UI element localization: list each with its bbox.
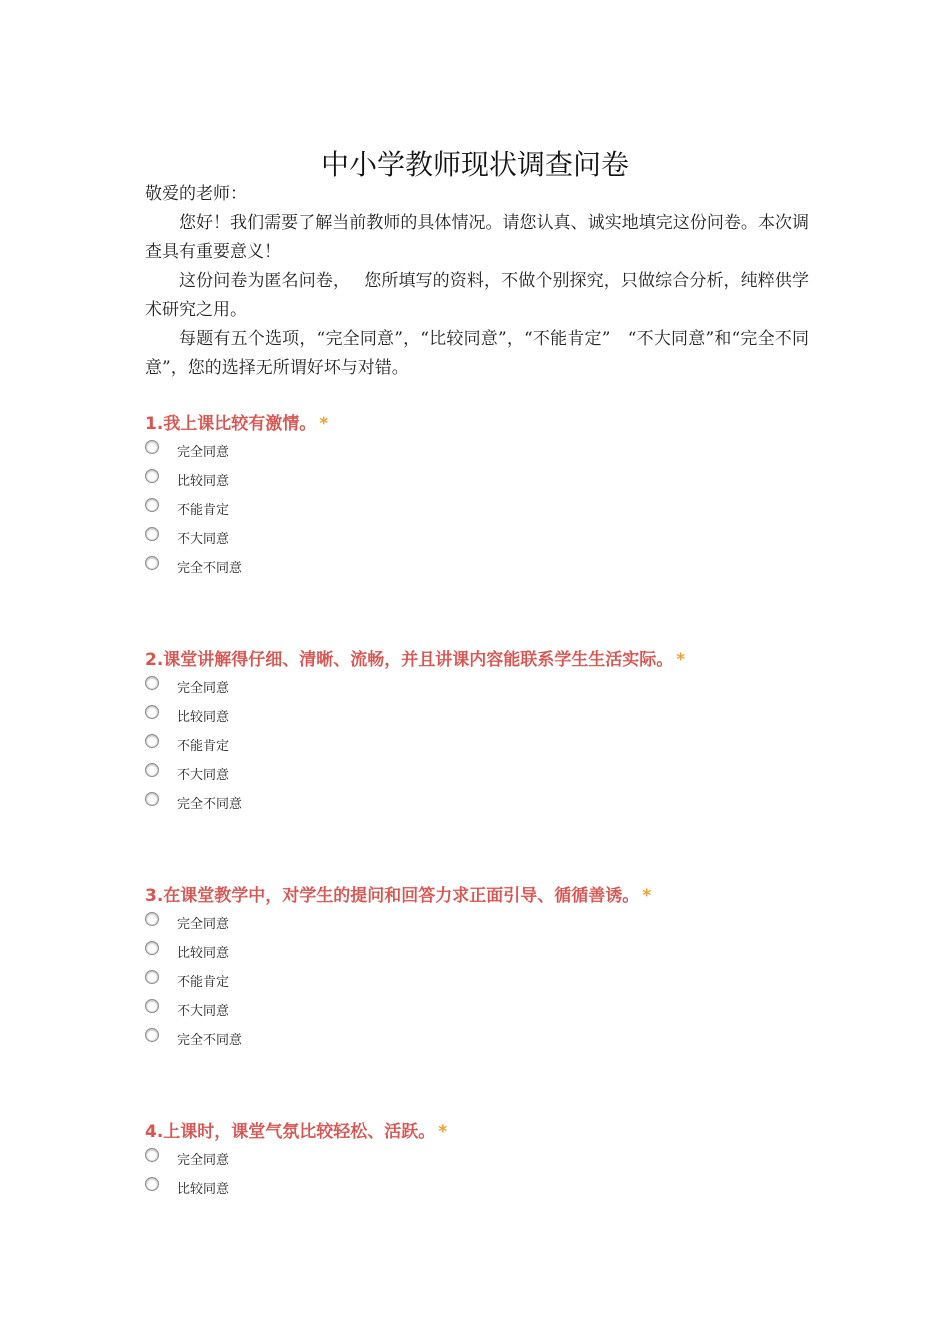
- radio-button[interactable]: [145, 763, 159, 777]
- option-label: 不能肯定: [177, 503, 230, 518]
- question-4: [145, 1120, 845, 1210]
- question-3: [145, 884, 845, 1061]
- option-disagree[interactable]: [145, 1003, 845, 1032]
- option-agree[interactable]: [145, 473, 845, 502]
- option-strongly-agree[interactable]: [145, 1152, 845, 1181]
- radio-button[interactable]: [145, 440, 159, 454]
- option-uncertain[interactable]: [145, 738, 845, 767]
- radio-button[interactable]: [145, 469, 159, 483]
- option-agree[interactable]: [145, 1181, 845, 1210]
- option-list: [145, 916, 845, 1061]
- radio-button[interactable]: [145, 676, 159, 690]
- option-label: 比较同意: [177, 474, 230, 489]
- option-label: 不能肯定: [177, 739, 230, 754]
- option-label: 完全不同意: [177, 797, 243, 812]
- option-uncertain[interactable]: [145, 502, 845, 531]
- question-title: [145, 412, 845, 436]
- option-disagree[interactable]: [145, 767, 845, 796]
- option-label: 不大同意: [177, 768, 230, 783]
- option-agree[interactable]: [145, 709, 845, 738]
- question-title-text: 3.在课堂教学中，对学生的提问和回答力求正面引导、循循善诱。: [145, 886, 640, 906]
- required-mark: *: [676, 650, 686, 670]
- question-title: [145, 1120, 845, 1144]
- option-list: [145, 444, 845, 589]
- option-strongly-agree[interactable]: [145, 680, 845, 709]
- option-label: 不能肯定: [177, 975, 230, 990]
- radio-button[interactable]: [145, 792, 159, 806]
- option-label: 不大同意: [177, 1004, 230, 1019]
- option-list: [145, 680, 845, 825]
- option-label: 完全不同意: [177, 561, 243, 576]
- question-title-text: 4.上课时，课堂气氛比较轻松、活跃。: [145, 1122, 436, 1142]
- radio-button[interactable]: [145, 999, 159, 1013]
- question-1: [145, 412, 845, 589]
- radio-button[interactable]: [145, 1028, 159, 1042]
- option-strongly-disagree[interactable]: [145, 560, 845, 589]
- option-label: 完全同意: [177, 1153, 230, 1168]
- option-agree[interactable]: [145, 945, 845, 974]
- radio-button[interactable]: [145, 498, 159, 512]
- option-strongly-agree[interactable]: [145, 444, 845, 473]
- required-mark: *: [438, 1122, 448, 1142]
- option-label: 完全同意: [177, 917, 230, 932]
- required-mark: *: [319, 414, 329, 434]
- option-strongly-disagree[interactable]: [145, 1032, 845, 1061]
- option-strongly-disagree[interactable]: [145, 796, 845, 825]
- option-uncertain[interactable]: [145, 974, 845, 1003]
- radio-button[interactable]: [145, 734, 159, 748]
- intro-salutation: 敬爱的老师：: [145, 184, 247, 204]
- intro-paragraph: 您好！我们需要了解当前教师的具体情况。请您认真、诚实地填完这份问卷。本次调查具有重要意义！: [145, 213, 809, 262]
- option-label: 不大同意: [177, 532, 230, 547]
- intro-paragraph: 这份问卷为匿名问卷， 您所填写的资料，不做个别探究，只做综合分析，纯粹供学术研究之用。: [145, 271, 809, 320]
- required-mark: *: [642, 886, 652, 906]
- question-title-text: 2.课堂讲解得仔细、清晰、流畅，并且讲课内容能联系学生生活实际。: [145, 650, 674, 670]
- radio-button[interactable]: [145, 705, 159, 719]
- intro-text: [145, 180, 809, 383]
- option-label: 完全同意: [177, 445, 230, 460]
- radio-button[interactable]: [145, 1148, 159, 1162]
- radio-button[interactable]: [145, 1177, 159, 1191]
- radio-button[interactable]: [145, 912, 159, 926]
- option-label: 完全不同意: [177, 1033, 243, 1048]
- question-2: [145, 648, 845, 825]
- option-list: [145, 1152, 845, 1210]
- radio-button[interactable]: [145, 970, 159, 984]
- radio-button[interactable]: [145, 941, 159, 955]
- question-title: [145, 648, 845, 672]
- option-label: 比较同意: [177, 1182, 230, 1197]
- option-label: 完全同意: [177, 681, 230, 696]
- option-label: 比较同意: [177, 946, 230, 961]
- radio-button[interactable]: [145, 527, 159, 541]
- question-title-text: 1.我上课比较有激情。: [145, 414, 317, 434]
- page-title: 中小学教师现状调查问卷: [320, 147, 629, 181]
- option-disagree[interactable]: [145, 531, 845, 560]
- option-strongly-agree[interactable]: [145, 916, 845, 945]
- question-title: [145, 884, 845, 908]
- radio-button[interactable]: [145, 556, 159, 570]
- option-label: 比较同意: [177, 710, 230, 725]
- intro-paragraph: 每题有五个选项，“完全同意”，“比较同意”，“不能肯定” “不大同意”和“完全不同意”，您的选择无所谓好坏与对错。: [145, 329, 809, 378]
